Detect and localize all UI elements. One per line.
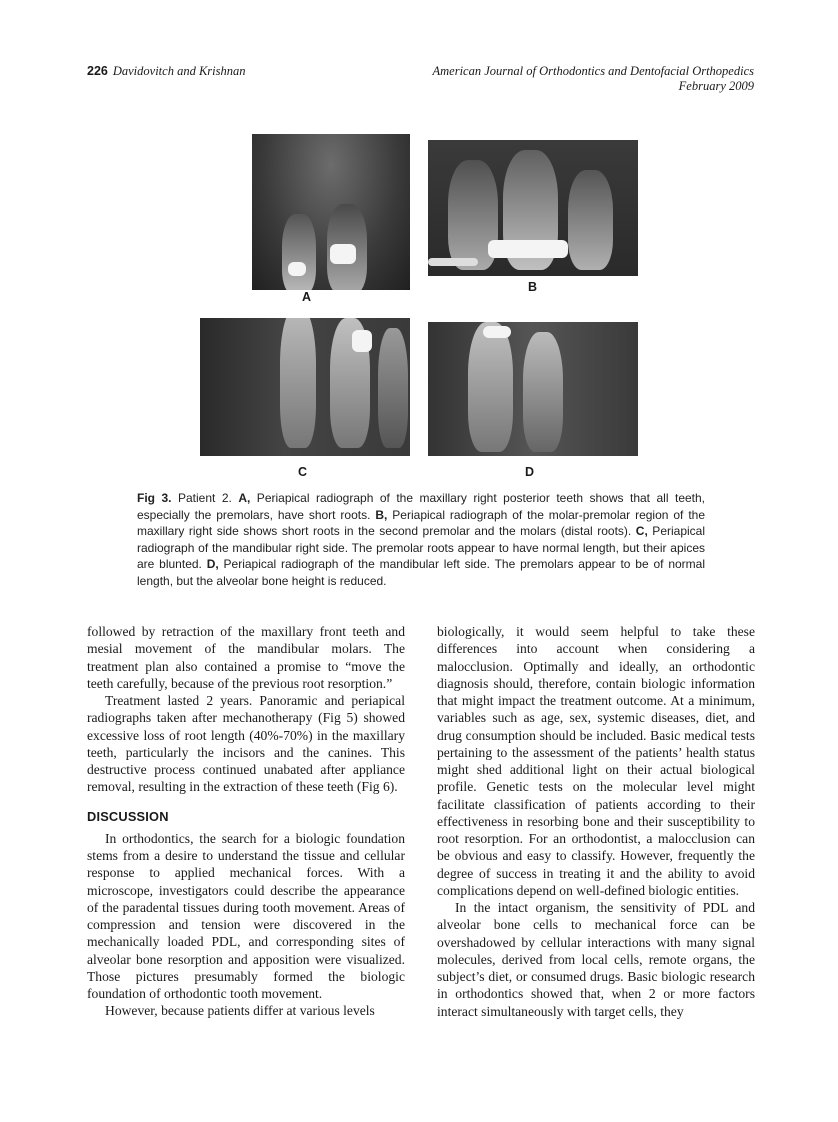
radiograph-b <box>428 140 638 276</box>
issue-date: February 2009 <box>678 79 754 93</box>
running-header-right <box>433 64 755 94</box>
paragraph: However, because patients differ at various levels <box>105 1003 375 1019</box>
dental-filling <box>488 240 568 258</box>
caption-panel-d: D, <box>206 557 219 572</box>
tooth <box>523 332 563 452</box>
caption-text: Periapical radiograph of the maxillary right posterior teeth shows that all teeth, especially the premolars, have short roots. <box>137 491 706 522</box>
running-header-left <box>87 64 246 79</box>
paragraph: Treatment lasted 2 years. Panoramic and periapical radiographs taken after mechanotherapy (Fig 5) showed excessive loss of root length (40%-70%) in the maxillary teeth, particularly the incisors and the canines. This destructive process continued unabated after appliance removal, resulting in the extraction of these teeth (Fig 6). <box>87 693 405 795</box>
radiograph-a <box>252 134 410 290</box>
tooth <box>568 170 613 270</box>
dental-filling <box>483 326 511 338</box>
paragraph: followed by retraction of the maxillary front teeth and mesial movement of the mandibular molars. The treatment plan also contained a promise to “move the teeth carefully, because of the previous root resorption.” <box>87 624 405 691</box>
radiograph-d <box>428 322 638 456</box>
caption-panel-a: A, <box>238 491 251 505</box>
caption-text: Periapical radiograph of the mandibular left side. The premolars appear to be of normal length, but the alveolar bone height is reduced. <box>137 557 705 588</box>
journal-name: American Journal of Orthodontics and Dentofacial Orthopedics <box>432 64 754 78</box>
authors: Davidovitch and Krishnan <box>112 64 246 78</box>
caption-text: Patient 2. <box>171 491 239 505</box>
right-column <box>437 623 755 1020</box>
panel-label-a: A <box>302 290 312 304</box>
dental-filling <box>330 244 356 264</box>
tooth <box>378 328 408 448</box>
tooth <box>282 214 316 290</box>
caption-panel-c: C, <box>635 524 648 539</box>
panel-label-b: B <box>528 280 538 294</box>
figure-caption <box>137 490 705 590</box>
panel-label-d: D <box>525 465 535 479</box>
caption-label: Fig 3. <box>137 491 172 505</box>
left-column <box>87 623 405 1020</box>
tooth <box>468 322 513 452</box>
page-number: 226 <box>87 64 108 78</box>
tooth <box>280 318 316 448</box>
caption-text: Periapical radiograph of the molar-premolar region of the maxillary right side shows short roots in the second premolar and the molars (distal roots). <box>137 507 705 539</box>
dental-filling <box>428 258 478 266</box>
paragraph: In the intact organism, the sensitivity of PDL and alveolar bone cells to mechanical force can be overshadowed by cellular interactions with many signal molecules, derived from local cells, remote organs, the subject’s diet, or consumed drugs. Basic biologic research in orthodontics showed that, when 2 or more factors interact simultaneously with target cells, they <box>437 900 755 1019</box>
paragraph: In orthodontics, the search for a biologic foundation stems from a desire to understand the tissue and cellular response to applied mechanical forces. With a microscope, investigators could describe the appearance of the paradental tissues during tooth movement. Areas of compression and tension were discovered in the mechanically loaded PDL, and corresponding sites of alveolar bone resorption and apposition were visualized. Those pictures presumably formed the biologic foundation of orthodontic tooth movement. <box>87 830 405 1001</box>
section-heading: DISCUSSION <box>87 808 169 824</box>
radiograph-c <box>200 318 410 456</box>
panel-label-c: C <box>298 465 308 479</box>
dental-filling <box>288 262 306 276</box>
dental-filling <box>352 330 372 352</box>
caption-text: Periapical radiograph of the mandibular right side. The premolar roots appear to have normal length, but their apices are blunted. <box>137 524 706 572</box>
paragraph: biologically, it would seem helpful to take these differences into account when considering a malocclusion. Optimally and ideally, an orthodontic diagnosis should, therefore, contain biologic information that might impact the treatment outcome. At a minimum, variables such as age, sex, systemic diseases, diet, and drug consumption should be included. Basic medical tests pertaining to the assessment of the patients’ health status might shed additional light on their actual biological profile. Genetic tests on the molecular level might facilitate classification of patients according to their effectiveness in resorbing bone and their susceptibility to root resorption. For an orthodontist, a malocclusion can be obvious and easy to classify. However, frequently the degree of success in treating it and the ability to avoid complications depend on well-defined biologic entities. <box>437 624 755 898</box>
caption-panel-b: B, <box>375 507 388 522</box>
